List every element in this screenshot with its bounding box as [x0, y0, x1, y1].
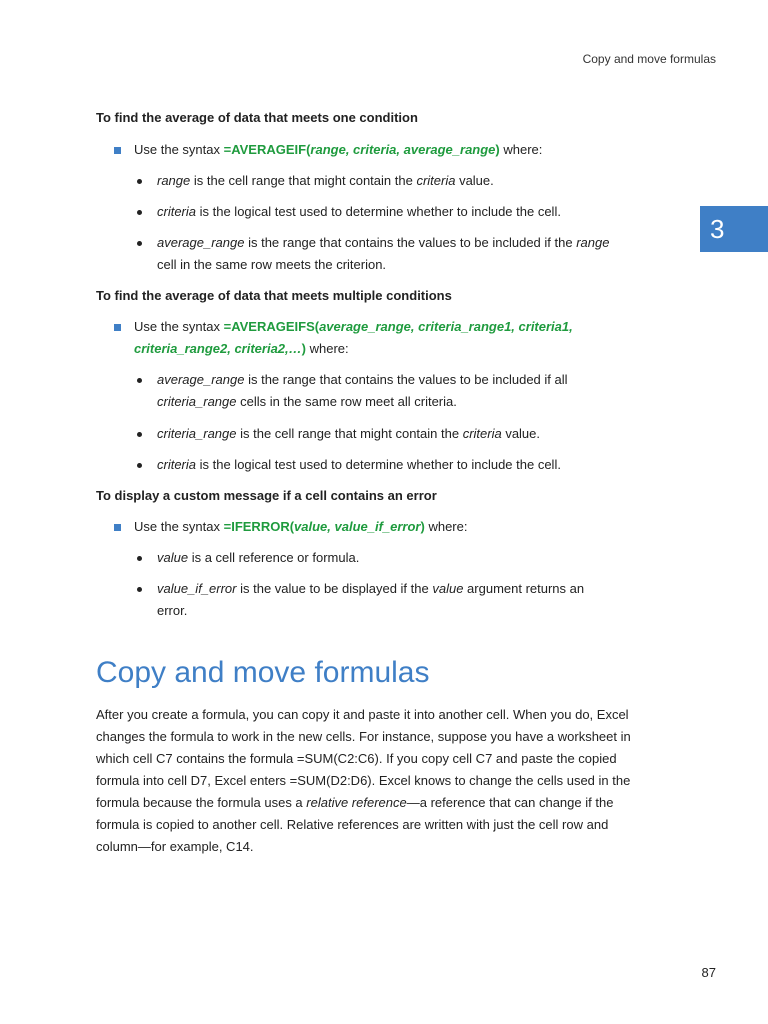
- page-number: 87: [701, 965, 716, 980]
- procedure-step: [134, 316, 634, 360]
- syntax-formula: =AVERAGEIFS(average_range, criteria_range1, criteria1, criteria_range2, criteria2,…): [134, 319, 573, 356]
- bullet-dot-icon: [137, 463, 142, 468]
- list-item: average_range is the range that contains the values to be included if all criteria_range cells in the same row meet all criteria.: [157, 369, 617, 413]
- bullet-dot-icon: [137, 432, 142, 437]
- list-item: criteria is the logical test used to determine whether to include the cell.: [157, 454, 617, 476]
- procedure-heading: To find the average of data that meets one condition: [96, 110, 418, 125]
- square-bullet-icon: [114, 524, 121, 531]
- bullet-dot-icon: [137, 587, 142, 592]
- step-text: Use the syntax: [134, 519, 224, 534]
- chapter-tab: 3: [700, 206, 768, 252]
- list-item: criteria_range is the cell range that might contain the criteria value.: [157, 423, 617, 445]
- list-item: criteria is the logical test used to determine whether to include the cell.: [157, 201, 617, 223]
- procedure-step: [134, 516, 634, 538]
- step-text: Use the syntax: [134, 319, 224, 334]
- step-text: where:: [306, 341, 349, 356]
- bullet-dot-icon: [137, 210, 142, 215]
- step-text: Use the syntax: [134, 142, 224, 157]
- list-item: range is the cell range that might contain the criteria value.: [157, 170, 617, 192]
- body-paragraph: After you create a formula, you can copy it and paste it into another cell. When you do, Excel changes the formula to work in the new cells. For instance, suppose you have a worksheet in which cell C7 contains the formula =SUM(C2:C6). If you copy cell C7 and paste the copied formula into cell D7, Excel enters =SUM(D2:D6). Excel knows to change the cells used in the formula because the formula uses a relative reference—a reference that can change if the formula is copied to another cell. Relative references are written with just the cell row and column—for example, C14.: [96, 707, 631, 854]
- step-text: where:: [499, 142, 543, 157]
- bullet-dot-icon: [137, 179, 142, 184]
- list-item: value is a cell reference or formula.: [157, 547, 617, 569]
- list-item: average_range is the range that contains the values to be included if the range cell in the same row meets the criterion.: [157, 232, 617, 276]
- list-item: value_if_error is the value to be displayed if the value argument returns an error.: [157, 578, 617, 622]
- step-text: where:: [424, 519, 468, 534]
- square-bullet-icon: [114, 147, 121, 154]
- section-title: Copy and move formulas: [96, 656, 430, 689]
- bullet-dot-icon: [137, 556, 142, 561]
- bullet-dot-icon: [137, 378, 142, 383]
- syntax-formula: =IFERROR(value, value_if_error): [223, 519, 425, 534]
- bullet-dot-icon: [137, 241, 142, 246]
- running-header: Copy and move formulas: [582, 52, 716, 66]
- square-bullet-icon: [114, 324, 121, 331]
- syntax-formula: =AVERAGEIF(range, criteria, average_range): [223, 142, 500, 157]
- procedure-heading: To display a custom message if a cell contains an error: [96, 488, 437, 503]
- procedure-step: [134, 139, 634, 161]
- procedure-heading: To find the average of data that meets multiple conditions: [96, 288, 452, 303]
